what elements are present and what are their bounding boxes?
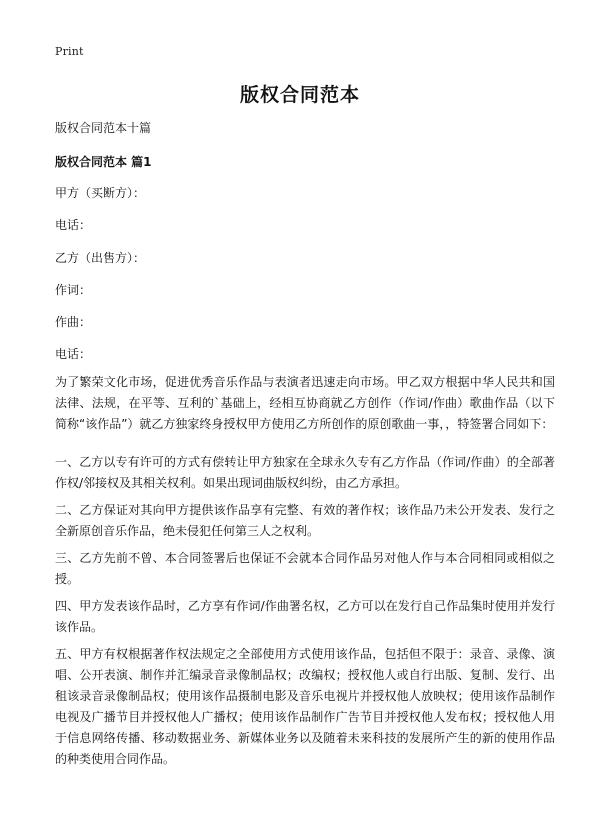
field-party-a: 甲方（买断方）： [55, 186, 146, 200]
field-phone-b: 电话： [55, 347, 92, 361]
paragraph-clause-3: 三、乙方先前不曾、本合同签署后也保证不会就本合同作品另对他人作与本合同相同或相似之授。 [55, 551, 555, 586]
paragraph-intro: 为了繁荣文化市场，促进优秀音乐作品与表演者迅速走向市场。甲乙双方根据中华人民共和国法律、法规，在平等、互利的`基础上，经相互协商就乙方创作（作词/作曲）歌曲作品（以下简称“该作品”）就乙方独家终身授权甲方使用乙方所创作的原创歌曲一事，，特签署合同如下： [55, 375, 555, 431]
field-party-b: 乙方（出售方）： [55, 251, 146, 265]
paragraph-clause-4: 四、甲方发表该作品时，乙方享有作词/作曲署名权，乙方可以在发行自己作品集时使用并发行该作品。 [55, 599, 555, 634]
field-composer: 作曲： [55, 315, 92, 329]
print-label: Print [55, 45, 84, 58]
field-phone-a: 电话： [55, 218, 92, 232]
paragraph-clause-5: 五、甲方有权根据著作权法规定之全部使用方式使用该作品，包括但不限于：录音、录像、演唱、公开表演、制作并汇编录音录像制品权；改编权；授权他人或自行出版、复制、发行、出租该录音录像制品权；使用该作品摄制电影及音乐电视片并授权他人放映权；使用该作品制作电视及广播节目并授权他人广播权；使用该作品制作广告节目并授权他人发布权；授权他人用于信息网络传播、移动数据业务、新媒体业务以及随着未来科技的发展所产生的新的使用作品的种类使用合同作品。 [55, 647, 555, 766]
document-subtitle: 版权合同范本十篇 [55, 121, 152, 135]
paragraph-clause-1: 一、乙方以专有许可的方式有偿转让甲方独家在全球永久专有乙方作品（作词/作曲）的全部著作权/邻接权及其相关权利。如果出现词曲版权纠纷，由乙方承担。 [55, 455, 555, 490]
paragraph-clause-2: 二、乙方保证对其向甲方提供该作品享有完整、有效的著作权；该作品乃未公开发表、发行之全新原创音乐作品，绝未侵犯任何第三人之权利。 [55, 503, 555, 538]
section-heading: 版权合同范本 篇1 [55, 155, 152, 169]
field-lyricist: 作词： [55, 283, 92, 297]
document-title: 版权合同范本 [239, 84, 360, 106]
